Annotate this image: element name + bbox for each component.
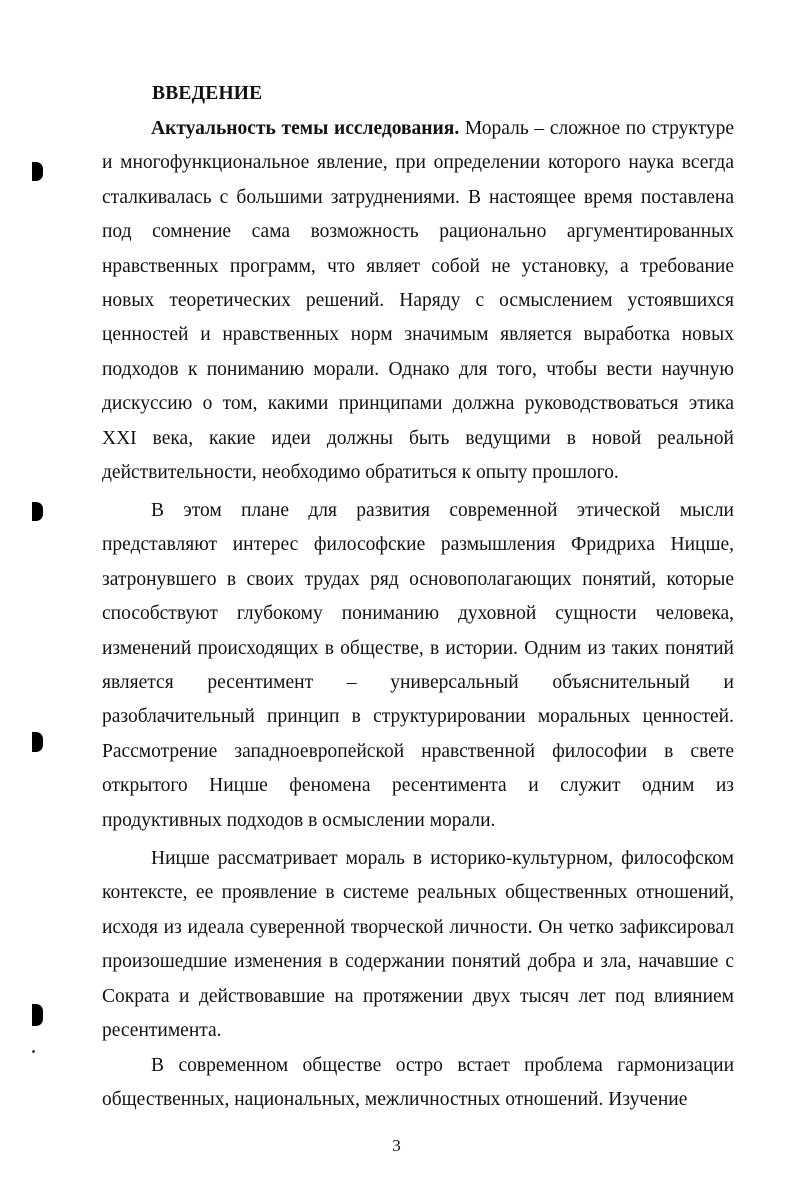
paragraph: Ницше рассматривает мораль в историко-культурном, философском контексте, ее проявление в системе реальных общественных отношений, исходя из идеала суверенной творческой личности. Он четко зафиксировал произошедшие изменения в содержании понятий добра и зла, начавшие с Сократа и действовавшие на протяжении двух тысяч лет под влиянием ресентимента. (102, 848, 734, 1042)
scan-speck (32, 1050, 35, 1053)
paragraph-lead: Актуальность темы исследования. (151, 118, 460, 139)
binder-hole-mark (32, 1004, 43, 1026)
section-heading: ВВЕДЕНИЕ (152, 83, 263, 104)
paragraph: В этом плане для развития современной этической мысли представляют интерес философские размышления Фридриха Ницше, затронувшего в своих трудах ряд основополагающих понятий, которые способствуют глубокому пониманию духовной сущности человека, изменений происходящих в обществе, в истории. Одним из таких понятий является ресентимент – универсальный объяснительный и разоблачительный принцип в структурировании моральных ценностей. Рассмотрение западноевропейской нравственной философии в свете открытого Ницше феномена ресентимента и служит одним из продуктивных подходов в осмыслении морали. (102, 500, 734, 831)
page-number: 3 (392, 1136, 401, 1155)
binder-hole-mark (32, 502, 43, 521)
paragraph (102, 112, 734, 490)
paragraph: В современном обществе остро встает проблема гармонизации общественных, национальных, межличностных отношений. Изучение (102, 1055, 734, 1111)
binder-hole-mark (32, 732, 43, 752)
paragraph-text: Мораль – сложное по структуре и многофункциональное явление, при определении которого наука всегда сталкивалась с большими затруднениями. В настоящее время поставлена под сомнение сама возможность рационально аргументированных нравственных программ, что являет собой не установку, а требование новых теоретических решений. Наряду с осмыслением устоявшихся ценностей и нравственных норм значимым является выработка новых подходов к пониманию морали. Однако для того, чтобы вести научную дискуссию о том, какими принципами должна руководствоваться этика XXI века, какие идеи должны быть ведущими в новой реальной действительности, необходимо обратиться к опыту прошлого. (102, 118, 734, 484)
binder-hole-mark (32, 162, 43, 181)
